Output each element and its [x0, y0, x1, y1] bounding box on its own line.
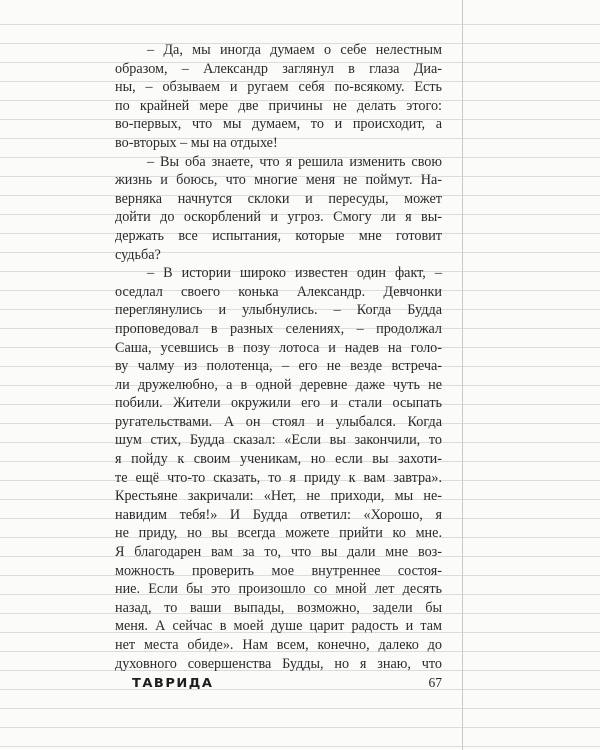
- text-line: – Вы оба знаете, что я решила изменить свою: [147, 153, 442, 170]
- text-line: Крестьяне закричали: «Нет, не приходи, мы не-: [115, 488, 442, 505]
- text-line: ны, – обзываем и ругаем себя по-всякому. Есть: [115, 79, 442, 96]
- text-line: ли дружелюбно, а в одной деревне даже чуть не: [115, 376, 442, 393]
- text-line: во-вторых – мы на отдыхе!: [115, 134, 278, 151]
- text-line: я пойду к своим ученикам, но если вы захоти-: [115, 451, 442, 468]
- text-line: дойти до оскорблений и угроз. Смогу ли я вы-: [115, 209, 442, 226]
- text-line: – В истории широко известен один факт, –: [147, 265, 442, 282]
- text-line: шум стих, Будда сказал: «Если вы закончили, то: [115, 432, 442, 449]
- text-line: те ещё что-то сказать, то я приду к вам завтра».: [115, 469, 442, 486]
- text-line: навидим тебя!» И Будда ответил: «Хорошо, я: [115, 506, 442, 523]
- text-line: проповедовал в разных селениях, – продолжал: [115, 320, 442, 337]
- text-line: духовного совершенства Будды, но я знаю, что: [115, 655, 442, 672]
- text-line: верняка начнутся склоки и пересуды, может: [115, 190, 442, 207]
- margin-line: [462, 0, 463, 750]
- body-text: [115, 41, 442, 673]
- publisher-logo: ТАВРИДА: [132, 676, 214, 691]
- text-line: во-первых, что мы думаем, то и происходит, а: [115, 116, 442, 133]
- text-line: ву чалму из полотенца, – его не везде встреча-: [115, 358, 442, 375]
- text-line: жизнь и боюсь, что многие меня не поймут. На-: [115, 172, 442, 189]
- text-line: по крайней мере две причины не делать этого:: [115, 97, 442, 114]
- text-line: судьба?: [115, 246, 161, 263]
- text-line: Я благодарен вам за то, что вы дали мне воз-: [115, 544, 442, 561]
- text-line: – Да, мы иногда думаем о себе нелестным: [147, 42, 442, 58]
- text-line: ругательствами. А он стоял и улыбался. Когда: [115, 413, 442, 430]
- text-line: Саша, усевшись в позу лотоса и надев на голо-: [115, 339, 442, 356]
- text-line: переглянулись и улыбнулись. – Когда Будда: [115, 302, 442, 319]
- text-line: можность проверить мое внутреннее состоя-: [115, 562, 442, 579]
- page-number: 67: [428, 675, 442, 690]
- text-line: назад, то ваши выпады, возможно, задели бы: [115, 599, 442, 616]
- text-line: держать все испытания, которые мне готовит: [115, 227, 442, 244]
- text-line: образом, – Александр заглянул в глаза Диа-: [115, 60, 442, 77]
- text-line: побили. Жители окружили его и стали осыпать: [115, 395, 442, 412]
- text-line: не приду, но вы всегда можете прийти ко мне.: [115, 525, 442, 542]
- text-line: оседлал своего конька Александр. Девчонки: [115, 283, 442, 300]
- text-line: меня. А сейчас в моей душе царит радость и там: [115, 618, 442, 635]
- text-line: нет места обиде». Нам всем, конечно, далеко до: [115, 637, 442, 653]
- text-line: ние. Если бы это произошло со мной лет десять: [115, 581, 442, 598]
